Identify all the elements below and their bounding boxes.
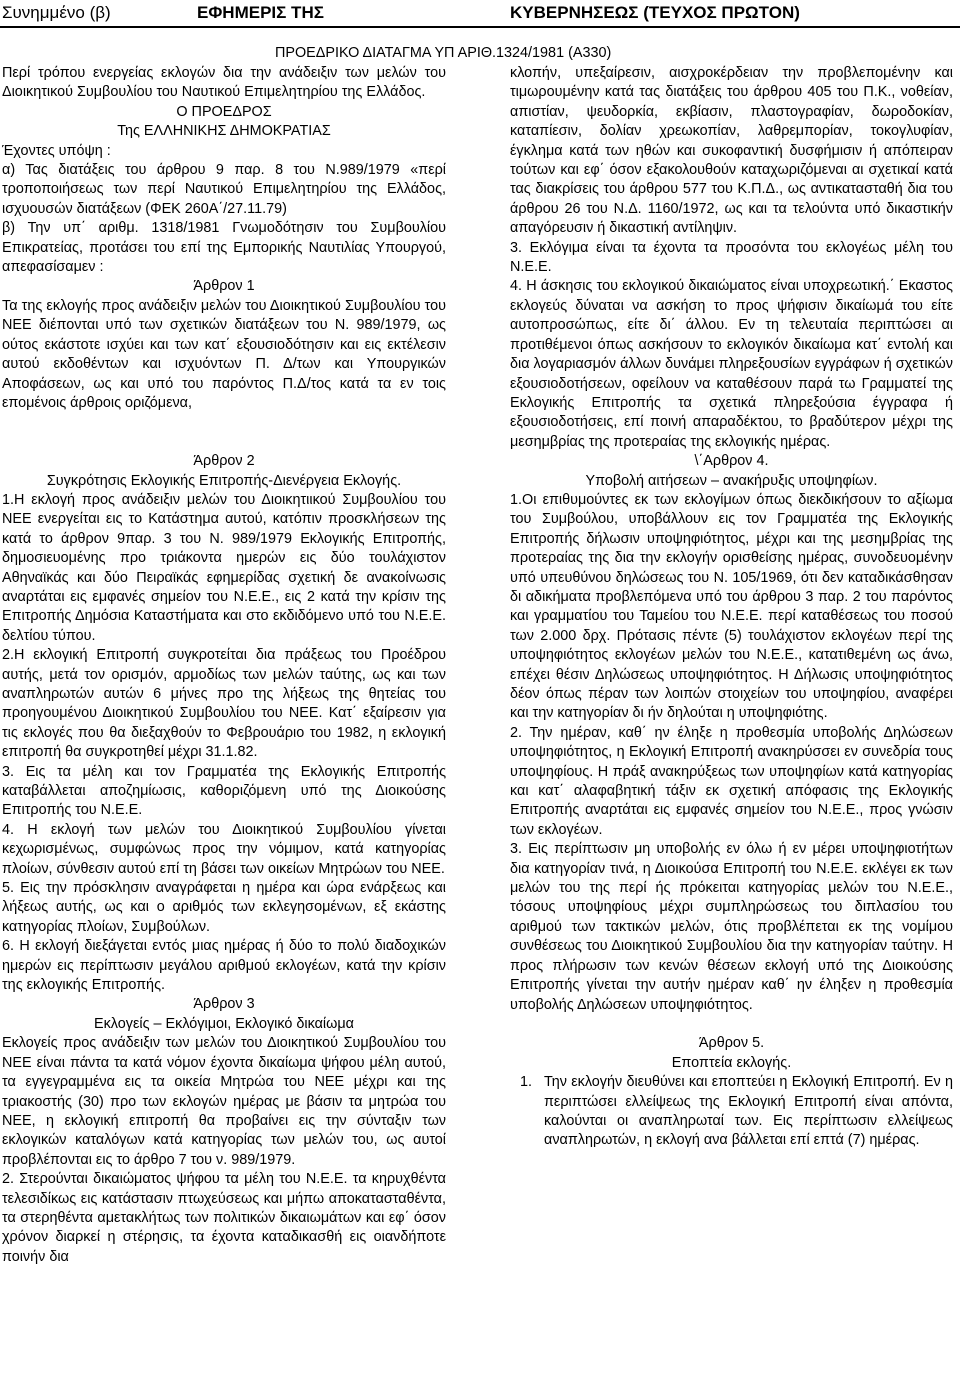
consideration-a: α) Τας διατάξεις του άρθρου 9 παρ. 8 του Ν.989/1979 «περί τροποποιήσεως των περί Ναυτικού Επιμελητηρίου της Ελλάδος, ισχυουσών διατάξεων (ΦΕΚ 260Α΄/27.11.79) [2, 162, 446, 217]
article-2-para-2: 2.Η εκλογική Επιτροπή συγκροτείται δια πράξεως του Προέδρου αυτής, μετά τον ορισμόν, αρμοδίως των μελών ταύτης, ως και των αναπληρωτών αυτών 6 μήνες προ της λήξεως της θητείας του προηγουμένου Διοικητικού Συμβουλίου του ΝΕΕ. Κατ΄ εξαίρεσιν για τις εκλογές που θα διεξαχθούν το Φεβρουάριο του 1982, η εκλογική επιτροπή θα συγκροτηθεί μέχρι 31.1.82. [2, 647, 446, 761]
article-4-subtitle: Υποβολή αιτήσεων – ανακήρυξις υποψηφίων. [585, 472, 878, 489]
article-3-heading: Άρθρον 3 [193, 996, 255, 1013]
spacer [510, 1015, 953, 1034]
gazette-title-part2: ΚΥΒΕΡΝΗΣΕΩΣ (ΤΕΥΧΟΣ ΠΡΩΤΟΝ) [510, 3, 800, 22]
left-column [2, 64, 446, 1267]
decree-subject: Περί τρόπου ενεργείας εκλογών δια την ανάδειξιν των μελών του Διοικητικού Συμβουλίου του Ναυτικού Επιμελητηρίου της Ελλάδος. [2, 65, 446, 101]
article-5-para-1-text: Την εκλογήν διευθύνει και εποπτεύει η Εκλογική Επιτροπή. Εν η περιπτώσει ελλείψεως της Εκλογική Επιτροπή είναι απόντα, καλούνται οι αναπληρωταί των. Εις περίπτωσιν ελλείψεως αναπληρωτών, η εκλογή ανα βάλλεται επί επτά (7) ημέρας. [544, 1074, 953, 1149]
list-number: 1. [520, 1074, 533, 1091]
article-1-text: Τα της εκλογής προς ανάδειξιν μελών του Διοικητικού Συμβουλίου του ΝΕΕ διέπονται υπό των σχετικών διατάξεων του Ν. 989/1979, ως ούτος εκάστοτε ισχύει και των κατ΄ εξουσιοδότησιν και εις εκτέλεσιν αυτού εκδοθέντων και ισχυόντων Π. Δ/των και Υπουργικών Αποφάσεων, ως και υπό του παρόντος Π.Δ/τος κατά τα εν τοις επομένοις άρθροις οριζόμενα, [2, 297, 446, 411]
article-4-heading: \΄Αρθρον 4. [694, 453, 769, 470]
consideration-b: β) Την υπ΄ αριθμ. 1318/1981 Γνωμοδότησιν του Συμβουλίου Επικρατείας, προτάσει του επί της Εμπορικής Ναυτιλίας Υπουργού, απεφασίσαμεν : [2, 220, 446, 276]
article-3-para-2-cont: κλοπήν, υπεξαίρεσιν, αισχροκέρδειαν την προβλεπομένην και τιμωρουμένην κατά τας διατάξεις του άρθρου 405 του Π.Κ., νοθείαν, απιστίαν, ψευδορκία, εκβίασιν, πλαστογραφίαν, δωροδοκίαν, καταπίεσιν, δολίαν χρεωκοπίαν, λαθρεμπορίαν, τοκογλυφίαν, έγκλημα κατά των ηθών και συκοφαντική δυσφήμισιν ή απόπειραν τούτων και εφ΄ όσον εξακολουθούν καταχωριζόμεναι αι σχετικαί κατά τας διακρίσεις του άρθρου 577 του Κ.Π.Δ., ως αντικατασταθή δια του άρθρου 26 του Ν.Δ. 1160/1972, ως και τα τελούντα υπό δικαστικήν απαγόρευσιν ή δικαστική αντίληψιν. [510, 65, 953, 237]
republic-heading: Της ΕΛΛΗΝΙΚΗΣ ΔΗΜΟΚΡΑΤΙΑΣ [117, 123, 331, 140]
gazette-title-part1: ΕΦΗΜΕΡΙΣ ΤΗΣ [197, 3, 324, 22]
article-2-para-4: 4. Η εκλογή των μελών του Διοικητικού Συμβουλίου γίνεται κεχωρισμένως, συμφώνως προς την νόμιμον, κατά κατηγορίας πλοίων, σύνθεσιν αυτού επί τη βάσει των οικείων Μητρώων του ΝΕΕ. [2, 821, 446, 877]
article-5-para-1 [510, 1073, 953, 1151]
article-2-para-1: 1.Η εκλογή προς ανάδειξιν μελών του Διοικητιικού Συμβουλίου του ΝΕΕ ενεργείται εις το Κατάστημα αυτού, κατόπιν προσκλήσεων της κατά το άρθρον 9παρ. 3 του Ν. 989/1979 Εκλογικής Επιτροπής, δημοσιευομένης προ τριάκοντα ημερών εις δύο τουλάχιστον Αθηναϊκάς και δύο Πειραϊκάς εφημερίδας σχετική δε ανακοίνωσις αναρτάται εις εμφανές σημείον του Ν.Ε.Ε., εις 2 κατά την κρίσιν της Επιτροπής Δημόσια Καταστήματα και στο εκδιδόμενο υπό του Ν.Ε.Ε. δελτίου τύπου. [2, 491, 446, 644]
article-5-heading: Άρθρον 5. [698, 1035, 765, 1052]
president-heading: Ο ΠΡΟΕΔΡΟΣ [176, 103, 272, 120]
article-2-para-6: 6. Η εκλογή διεξάγεται εντός μιας ημέρας ή δύο το πολύ διαδοχικών ημερών εις περίπτωσιν μεγάλου αριθμού εκλογέων, κατά την κρίσιν της εκλογικής Επιτροπής. [2, 938, 446, 994]
article-1-heading: Άρθρον 1 [193, 278, 255, 295]
article-4-para-3: 3. Εις περίπτωσιν μη υποβολής εν όλω ή εν μέρει υποψηφιοτήτων δια κατηγορίαν τινά, η Διοικούσα Επιτροπή του Ν.Ε.Ε. εκλέγει εκ των μελών του της περί ής πρόκειται κατηγορίας μελών του Ν.Ε.Ε., τόσους υποψηφίους μέχρι συμπληρώσεως του διπλασίου του αριθμού των τακτικών μελών, ότις προβλέπεται εκ της νομίμου συνθέσεως του Διοικητικού Συμβουλίου δια την κατηγορίαν ταύτην. Η προς πλήρωσιν των κενών θέσεων εκλογή υπό της Διοικούσης Επιτροπής γίνεται την αυτήν ημέραν καθ΄ ην έληξεν η προθεσμία υποβολής Δηλώσεων υποψηφιότητος. [510, 841, 953, 1013]
considering-line: Έχοντες υπόψη : [2, 142, 111, 159]
right-column [510, 64, 953, 1151]
article-4-para-2: 2. Την ημέραν, καθ΄ ην έληξε η προθεσμία υποβολής Δηλώσεων υποψηφιότητος, η Εκλογική Επιτροπή ανακηρύσσει εν συνεδρία τους υποψηφίους. Η πράξ ανακηρύξεως των υποψηφίων κατά κατηγορίας και κατ΄ αλαφαβητική τάξιν εκ σχετική απόφασις της Εκλογικής Επιτροπής αναρτάται εις εμφανές σημείον του Ν.Ε.Ε., προς γνώσιν των εκλογέων. [510, 724, 953, 838]
article-3-para-1: Εκλογείς προς ανάδειξιν των μελών του Διοικητικού Συμβουλίου του ΝΕΕ είναι πάντα τα κατά νόμον έχοντα δικαίωμα ψήφου μέλη αυτού, τα εγγεγραμμένα εις τα οικεία Μητρώα του ΝΕΕ μέχρι και της τριακοστής (30) προ των εκλογών ημέρας με βάσιν τα μητρώα του ΝΕΕ, η εκλογική επιτροπή θα προβαίνει εις την σύνταξιν των εκλογικών καταλόγων κατά κατηγορίας των μελών του, ως αυτοί προβλέπονται εις το άρθρο 7 του ν. 989/1979. [2, 1035, 446, 1168]
article-2-heading: Άρθρον 2 [193, 453, 255, 470]
article-5-subtitle: Εποπτεία εκλογής. [671, 1054, 792, 1071]
header-rule [0, 26, 960, 28]
article-3-para-2: 2. Στερούνται δικαιώματος ψήφου τα μέλη του Ν.Ε.Ε. τα κηρυχθέντα τελεσιδίκως εις κατάστασιν πτωχεύσεως και μήπω αποκατασταθέντα, τα στερηθέντα αμετακλήτως των πολιτικών δικαιωμάτων και εφ΄ όσον χρόνον διαρκεί η στέρησις, τα έχοντα καταδικασθή εις οιανδήποτε ποινήν δια [2, 1171, 446, 1265]
attachment-label: Συνημμένο (β) [2, 3, 111, 22]
article-4-para-1: 1.Οι επιθυμούντες εκ των εκλογίμων όπως διεκδικήσουν το αξίωμα του Συμβούλου, υποβάλλουν εις τον Γραμματέα της Εκλογικής Επιτροπής δήλωσιν υποψηφιότητος, μέχρι και της μεσημβρίας της προτεραίας της δια την εκλογήν ορισθείσης ημέρας, συνοδευομένην υπό υπευθύνου δηλώσεως του Ν. 105/1969, ότι δεν καταδικάσθησαν δι αδικήματα προβλεπόμενα υπό του άρθρου 3 παρ. 2 του παρόντος και γραμματίου του Ταμείου του Ν.Ε.Ε. περί καταθέσεως του ποσού των 2.000 δρχ. Πρότασις πέντε (5) τουλάχιστον εκλογέων περί της υποψηφιότητος εκλογέων μελών του Ν.Ε.Ε., κατατιθεμένη ως άνω, επέχει θέσιν Δηλώσεως υποψηφιότητος. Η Δήλωσις υποψηφιότητος δέον όπως πέραν των λοιπών στοιχείων του υποψηφίου, αναφέρει και την κατηγορίαν δι ήν δηλούται η υποψηφιότης. [510, 491, 953, 722]
article-3-para-3: 3. Εκλόγιμα είναι τα έχοντα τα προσόντα του εκλογέως μέλη του Ν.Ε.Ε. [510, 239, 953, 276]
article-2-para-5: 5. Εις την πρόσκλησιν αναγράφεται η ημέρα και ώρα ενάρξεως και λήξεως αυτής, ως και ο αριθμός των εκλεγησομένων, εξ εκάστης κατηγορίας πλοίων, Συμβούλων. [2, 880, 446, 935]
spacer [2, 413, 446, 452]
decree-title: ΠΡΟΕΔΡΙΚΟ ΔΙΑΤΑΓΜΑ ΥΠ ΑΡΙΘ.1324/1981 (Α330) [275, 45, 612, 61]
article-2-subtitle: Συγκρότησις Εκλογικής Επιτροπής-Διενέργεια Εκλογής. [46, 472, 402, 489]
article-3-subtitle: Εκλογείς – Εκλόγιμοι, Εκλογικό δικαίωμα [94, 1015, 354, 1032]
article-2-para-3: 3. Εις τα μέλη και τον Γραμματέα της Εκλογικής Επιτροπής καταβάλλεται αποζημίωσις, καθοριζόμενη υπό της Διοικούσης Επιτροπής του Ν.Ε.Ε. [2, 763, 446, 819]
article-3-para-4: 4. Η άσκησις του εκλογικού δικαιώματος είναι υποχρεωτική.΄ Εκαστος εκλογεύς δύναται να ασκήση το προς ψήφισιν δικαίωμά του είτε αυτοπροσώπως, είτε δι΄ άλλου. Εν τη τελευταία περιπτώσει αι προτιθέμενοι όπως ασκήσουν το εκλογικόν δικαίωμα κατ΄ εντολή και δια λογαριασμόν άλλων δυνάμει πληρεξουσίων εγγράφων ή σχετικών εξουσιοδοτήσεων, οφείλουν να καταθέσουν παρά τω Γραμματεί της Εκλογικής Επιτροπής τα σχετικά πληρεξούσια έγγραφα ή εξουσιοδοτήσεις, επί ποινή απαραδέκτου, το βραδύτερον μέχρι της μεσημβρίας της προτεραίας της εκλογικής ημέρας. [510, 278, 953, 450]
gazette-header [0, 0, 960, 26]
